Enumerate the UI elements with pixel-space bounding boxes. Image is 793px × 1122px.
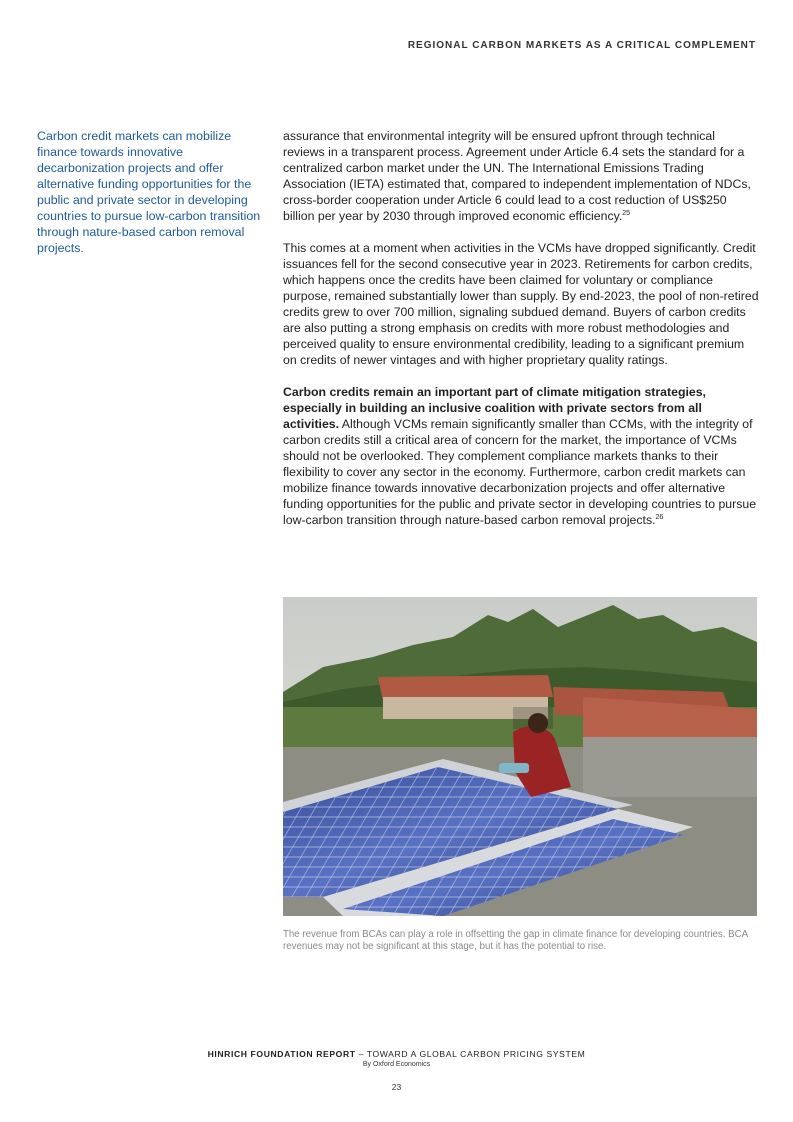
footer-title — [0, 1049, 793, 1059]
solar-panel-photo — [283, 597, 757, 916]
footnote-ref-25[interactable]: 25 — [622, 209, 631, 217]
footer-title-rest: – TOWARD A GLOBAL CARBON PRICING SYSTEM — [355, 1049, 586, 1059]
paragraph-3-lead: Carbon credits remain an important part of climate mitigation strategies, especially in building an inclusive coalition with private sectors from all activities. — [283, 385, 706, 431]
page-footer — [0, 1049, 793, 1092]
footnote-ref-26[interactable]: 26 — [655, 513, 664, 521]
pull-quote: Carbon credit markets can mobilize finance towards innovative decarbonization projects and offer alternative funding opportunities for the public and private sector in developing countries to pursue low-carbon transition through nature-based carbon removal projects. — [37, 129, 261, 255]
paragraph-1-text: assurance that environmental integrity will be ensured upfront through technical reviews in a transparent process. Agreement under Article 6.4 sets the standard for a centralized carbon market under the UN. The International Emissions Trading Association (IETA) estimated that, compared to independent implementation of NDCs, cross-border cooperation under Article 6 could lead to a cost reduction of US$250 billion per year by 2030 through improved economic efficiency. — [283, 129, 751, 223]
body-column — [283, 128, 759, 544]
photo-illustration — [283, 597, 757, 916]
body-paragraph-1 — [283, 128, 759, 224]
footer-title-bold: HINRICH FOUNDATION REPORT — [207, 1049, 356, 1059]
body-paragraph-2: This comes at a moment when activities in the VCMs have dropped significantly. Credit issuances fell for the second consecutive year in 2023. Retirements for carbon credits, which happens once the credits have been claimed for voluntary or compliance purpose, remained substantially lower than supply. By end-2023, the pool of non-retired credits grew to over 700 million, signaling subdued demand. Buyers of carbon credits are also putting a strong emphasis on credits with more robust methodologies and perceived quality to ensure environmental credibility, leading to a significant premium on credits of newer vintages and with higher proprietary quality ratings. — [283, 241, 759, 367]
body-paragraph-3 — [283, 384, 759, 528]
paragraph-3-text: Although VCMs remain significantly smaller than CCMs, with the integrity of carbon credits still a critical area of concern for the market, the importance of VCMs should not be overlooked. They complement compliance markets thanks to their flexibility to cover any sector in the economy. Furthermore, carbon credit markets can mobilize finance towards innovative decarbonization projects and offer alternative funding opportunities for the public and private sector in developing countries to pursue low-carbon transition through nature-based carbon removal projects. — [283, 417, 757, 527]
figure-caption: The revenue from BCAs can play a role in offsetting the gap in climate finance for developing countries. BCA revenues may not be significant at this stage, but it has the potential to rise. — [283, 929, 748, 952]
page-number: 23 — [391, 1082, 402, 1092]
running-header: REGIONAL CARBON MARKETS AS A CRITICAL COMPLEMENT — [407, 40, 756, 51]
footer-byline: By Oxford Economics — [362, 1061, 431, 1068]
